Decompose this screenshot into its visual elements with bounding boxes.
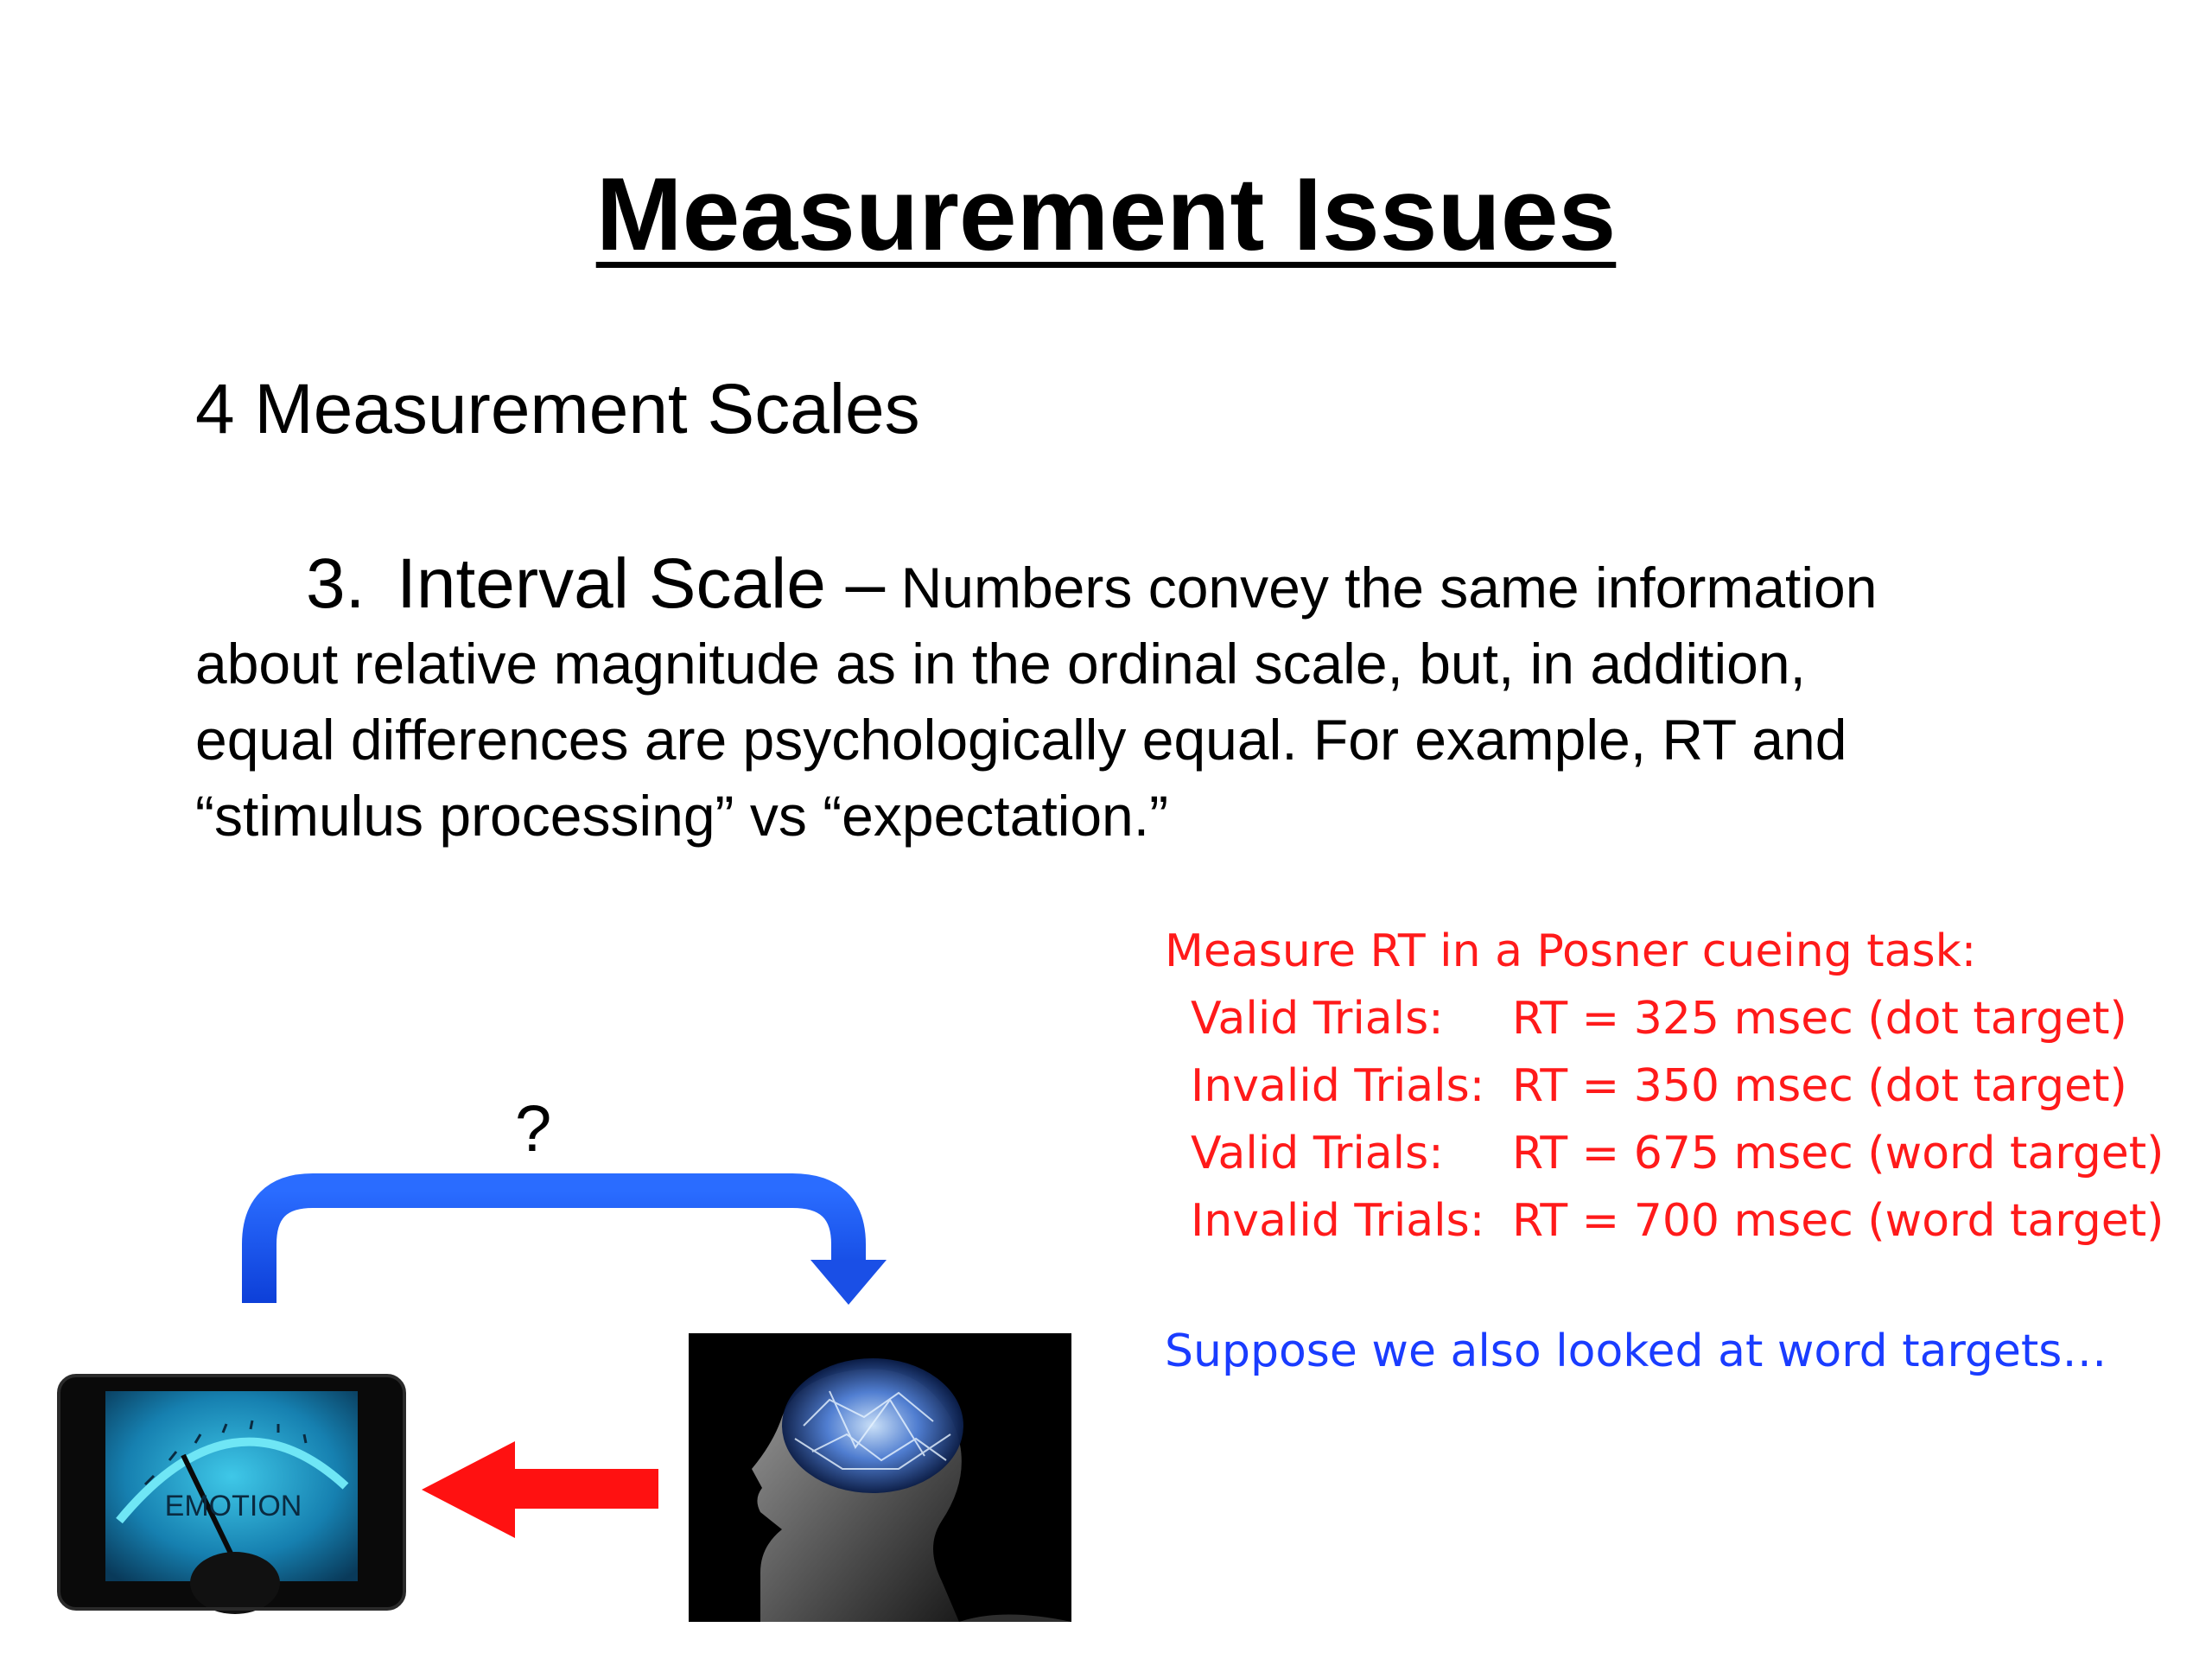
definition-line: Numbers convey the same information <box>900 556 1878 620</box>
trial-label: Invalid Trials: <box>1191 1195 1485 1247</box>
blue-curved-arrow-icon <box>259 1191 887 1305</box>
red-left-arrow-icon <box>422 1441 658 1538</box>
item-number: 3. <box>306 544 365 623</box>
trial-label: Valid Trials: <box>1191 1128 1444 1179</box>
word-target-note: Suppose we also looked at word targets… <box>1165 1325 2107 1377</box>
trial-value: RT = 325 msec (dot target) <box>1512 993 2127 1045</box>
question-mark: ? <box>515 1092 552 1166</box>
example-heading: Measure RT in a Posner cueing task: <box>1165 925 1977 977</box>
trial-value: RT = 675 msec (word target) <box>1512 1128 2164 1179</box>
trial-value: RT = 350 msec (dot target) <box>1512 1060 2127 1112</box>
meter-label: EMOTION <box>164 1490 302 1522</box>
definition-line: “stimulus processing” vs “expectation.” <box>195 784 1169 848</box>
emotion-meter-icon <box>59 0 404 1614</box>
trial-label: Valid Trials: <box>1191 993 1444 1045</box>
definition-line: about relative magnitude as in the ordinal scale, but, in addition, <box>195 632 1806 696</box>
definition-line: equal differences are psychologically equal. For example, RT and <box>195 708 1847 772</box>
slide-title: Measurement Issues <box>595 156 1617 272</box>
trial-label: Invalid Trials: <box>1191 1060 1485 1112</box>
item-name: Interval Scale – <box>397 544 886 623</box>
trial-value: RT = 700 msec (word target) <box>1512 1195 2164 1247</box>
slide-subtitle: 4 Measurement Scales <box>195 370 920 448</box>
brain-head-icon <box>689 1333 1071 1622</box>
